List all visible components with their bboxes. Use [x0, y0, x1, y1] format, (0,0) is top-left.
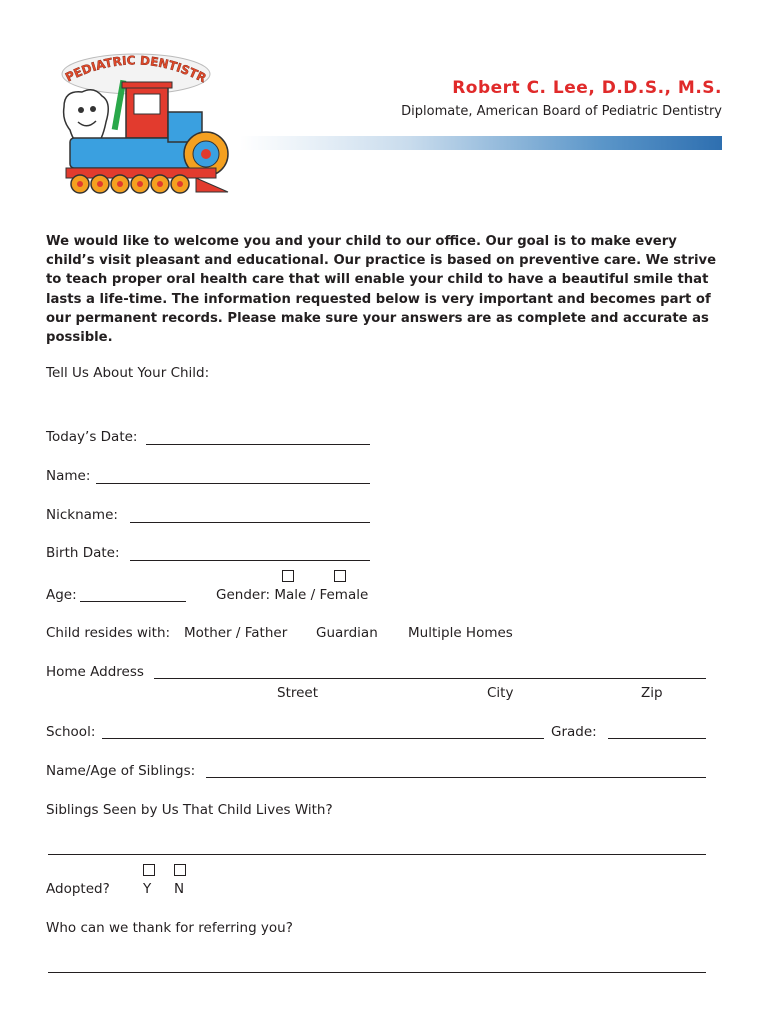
adopted-yes-label: Y [143, 881, 152, 897]
adopted-no-checkbox[interactable] [174, 864, 186, 876]
home-address-field[interactable] [154, 678, 706, 679]
resides-label: Child resides with: [46, 625, 171, 641]
practice-logo [56, 52, 236, 202]
siblings-seen-field[interactable] [48, 854, 706, 855]
todays-date-field[interactable] [146, 444, 370, 445]
age-field[interactable] [80, 601, 186, 602]
grade-field[interactable] [608, 738, 706, 739]
gender-label: Gender: Male / Female [216, 587, 369, 603]
adopted-label: Adopted? [46, 881, 110, 897]
resides-option-mother-father[interactable]: Mother / Father [184, 625, 288, 641]
gender-male-checkbox[interactable] [282, 570, 294, 582]
train-mascot-icon [56, 52, 236, 202]
nickname-field[interactable] [130, 522, 370, 523]
siblings-label: Name/Age of Siblings: [46, 763, 196, 779]
resides-option-multiple-homes[interactable]: Multiple Homes [408, 625, 513, 641]
birth-date-field[interactable] [130, 560, 370, 561]
diplomate-line: Diplomate, American Board of Pediatric Dentistry [401, 104, 722, 119]
name-field[interactable] [96, 483, 370, 484]
zip-caption: Zip [641, 685, 663, 701]
doctor-name: Robert C. Lee, D.D.S., M.S. [452, 78, 722, 98]
referral-label: Who can we thank for referring you? [46, 920, 293, 936]
intro-paragraph: We would like to welcome you and your child to our office. Our goal is to make every child’s visit pleasant and educational. Our practice is based on preventive care. We strive to teach proper oral health care that will enable your child to have a beautiful smile that lasts a life-time. The information requested below is very important and becomes part of our permanent records. Please make sure your answers are as complete and accurate as possible. [46, 234, 717, 346]
adopted-no-label: N [174, 881, 185, 897]
age-label: Age: [46, 587, 77, 603]
street-caption: Street [277, 685, 319, 701]
todays-date-label: Today’s Date: [46, 429, 138, 445]
siblings-field[interactable] [206, 777, 706, 778]
nickname-label: Nickname: [46, 507, 118, 523]
school-label: School: [46, 724, 96, 740]
birth-date-label: Birth Date: [46, 545, 120, 561]
section-title: Tell Us About Your Child: [46, 365, 210, 381]
adopted-yes-checkbox[interactable] [143, 864, 155, 876]
city-caption: City [487, 685, 514, 701]
school-field[interactable] [102, 738, 544, 739]
referral-field[interactable] [48, 972, 706, 973]
resides-option-guardian[interactable]: Guardian [316, 625, 378, 641]
siblings-seen-label: Siblings Seen by Us That Child Lives With? [46, 802, 333, 818]
grade-label: Grade: [551, 724, 597, 740]
home-address-label: Home Address [46, 664, 144, 680]
gender-female-checkbox[interactable] [334, 570, 346, 582]
name-label: Name: [46, 468, 91, 484]
header-rule [240, 136, 722, 150]
logo-arc-text: PEDIATRIC DENTISTR [63, 53, 208, 86]
